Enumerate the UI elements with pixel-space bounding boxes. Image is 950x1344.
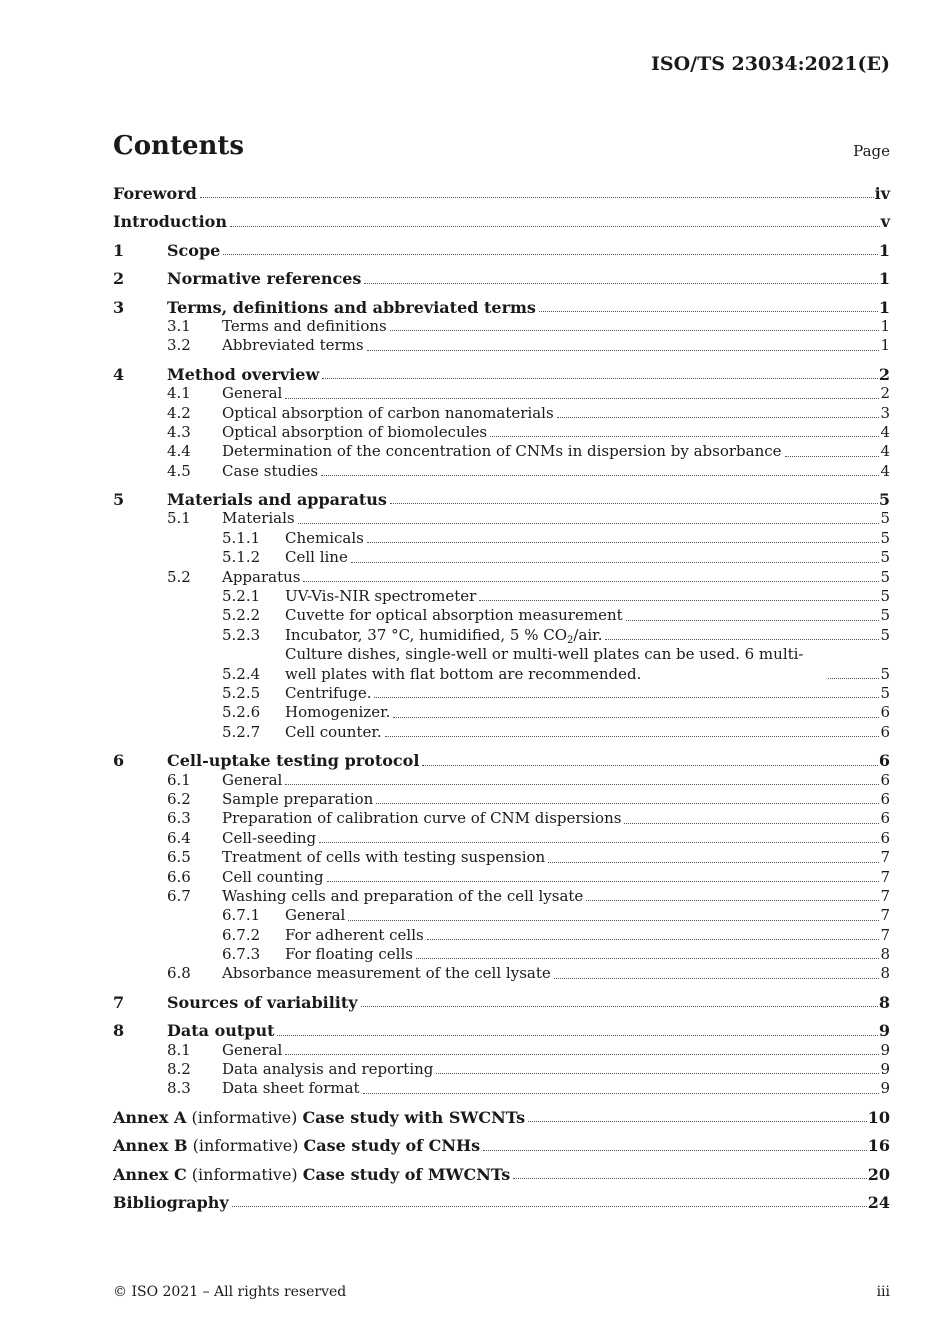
toc-entry-title: Cell line [285,548,348,567]
toc-dot-leader [479,600,879,601]
toc-dot-leader [230,226,880,227]
toc-entry-number: 4.1 [167,384,191,403]
toc-entry-page: 3 [880,403,890,422]
toc-dot-leader [416,958,879,959]
toc-entry-title: Foreword [113,183,197,203]
toc-entry-title: Bibliography [113,1192,229,1212]
toc-entry-title: Case studies [222,461,319,480]
toc-entry-title: Incubator, 37 °C, humidified, 5 % $CO_2$/air. [285,625,603,646]
toc-dot-leader [605,639,879,640]
toc-entry-number: 8.1 [167,1040,191,1059]
toc-dot-leader [586,900,879,901]
toc-entry-title: Sample preparation [222,789,374,808]
toc-entry-number: 6.8 [167,964,191,983]
toc-entry-page: 6 [880,722,890,741]
toc-entry-title: Materials [222,509,295,528]
toc-entry-title: Method overview [167,364,320,384]
toc-entry-number: 5.2.5 [222,683,261,702]
toc-entry[interactable] [113,606,890,625]
toc-entry-title: Annex C (informative) Case study of MWCNTs [113,1164,511,1184]
toc-dot-leader [351,562,880,563]
toc-entry-number: 6.1 [167,770,191,789]
toc-entry-page: 2 [878,364,890,384]
toc-entry-page: 9 [880,1079,890,1098]
toc-entry-title: Centrifuge. [285,683,372,702]
toc-entry-number: 1 [113,240,125,260]
toc-entry-page: 24 [867,1192,890,1212]
toc-entry-page: 6 [880,770,890,789]
toc-entry[interactable] [113,703,890,722]
toc-entry[interactable] [113,365,890,384]
toc-entry-number: 6.4 [167,828,191,847]
toc-dot-leader [393,717,879,718]
toc-entry[interactable] [113,442,890,461]
toc-entry[interactable] [113,645,890,684]
toc-dot-leader [364,283,877,284]
toc-entry[interactable] [113,790,890,809]
toc-entry[interactable] [113,548,890,567]
toc-entry-page: 5 [878,490,890,510]
toc-dot-leader [200,197,874,198]
toc-dot-leader [626,620,880,621]
toc-entry-page: 1 [878,297,890,317]
toc-entry-number: 6.7.2 [222,925,261,944]
toc-entry-number: 6.7 [167,886,191,905]
page-column-label: Page [853,142,890,160]
toc-entry-title: UV-Vis-NIR spectrometer [285,587,477,606]
toc-dot-leader [232,1206,867,1207]
toc-entry[interactable] [113,317,890,336]
toc-dot-leader [327,881,880,882]
toc-entry[interactable] [113,964,890,983]
toc-entry-number: 4 [113,364,125,384]
toc-entry-title: General [285,906,346,925]
toc-entry-page: 9 [880,1040,890,1059]
toc-entry-title: General [222,770,283,789]
toc-entry-page: 8 [880,945,890,964]
toc-entry-page: 6 [880,809,890,828]
toc-entry[interactable] [113,906,890,925]
toc-entry-title: Normative references [167,269,362,289]
toc-entry-page: 5 [880,664,890,683]
toc-entry-title: Apparatus [222,567,301,586]
toc-entry-title: Chemicals [285,528,364,547]
footer-page-number: iii [876,1284,890,1300]
toc-dot-leader [390,330,880,331]
toc-entry-number: 6.2 [167,789,191,808]
toc-dot-leader [528,1121,867,1122]
toc-dot-leader [321,475,879,476]
toc-entry[interactable] [113,1136,890,1155]
toc-dot-leader [385,736,880,737]
toc-entry-title: Terms and definitions [222,316,387,335]
toc-entry-title: Scope [167,240,221,260]
toc-entry-number: 5.2.6 [222,703,261,722]
toc-entry[interactable] [113,184,890,203]
toc-entry-page: 5 [880,606,890,625]
toc-entry-number: 5.2 [167,567,191,586]
toc-entry-number: 5.1.1 [222,528,261,547]
toc-entry[interactable] [113,384,890,403]
toc-entry[interactable] [113,269,890,288]
toc-entry-page: 7 [880,886,890,905]
toc-entry-page: 6 [880,703,890,722]
toc-entry-page: 4 [880,461,890,480]
toc-entry-number: 6.5 [167,848,191,867]
toc-entry-title: Cell counting [222,867,324,886]
toc-entry-page: 5 [880,548,890,567]
toc-entry[interactable] [113,1060,890,1079]
toc-entry[interactable] [113,1165,890,1184]
toc-entry-page: 5 [880,528,890,547]
toc-dot-leader [319,842,879,843]
toc-entry-title: Cell-uptake testing protocol [167,751,420,771]
toc-entry[interactable] [113,1108,890,1127]
toc-entry-page: 10 [867,1107,890,1127]
toc-entry-page: 1 [878,240,890,260]
toc-dot-leader [367,350,880,351]
toc-dot-leader [303,581,879,582]
toc-dot-leader [539,311,878,312]
toc-entry-page: 4 [880,422,890,441]
toc-entry-number: 7 [113,992,125,1012]
toc-entry-page: 5 [880,625,890,644]
toc-entry[interactable] [113,241,890,260]
toc-entry-number: 3.2 [167,336,191,355]
toc-entry-number: 8 [113,1021,125,1041]
toc-entry-title: Annex B (informative) Case study of CNHs [113,1136,481,1156]
toc-dot-leader [374,697,879,698]
toc-entry[interactable] [113,1021,890,1040]
toc-entry-number: 4.4 [167,442,191,461]
toc-entry-title: Preparation of calibration curve of CNM dispersions [222,809,622,828]
toc-entry[interactable] [113,298,890,317]
toc-entry-number: 6 [113,751,125,771]
toc-dot-leader [427,939,880,940]
toc-entry-title: Optical absorption of carbon nanomaterials [222,403,554,422]
toc-entry-title: Data sheet format [222,1079,360,1098]
footer-copyright: © ISO 2021 – All rights reserved [113,1284,347,1300]
toc-entry-number: 5.2.2 [222,606,261,625]
toc-dot-leader [223,254,878,255]
toc-entry[interactable] [113,993,890,1012]
toc-entry[interactable] [113,829,890,848]
toc-entry-page: 9 [880,1060,890,1079]
toc-entry-title: Abbreviated terms [222,336,364,355]
toc-entry-page: 1 [878,269,890,289]
toc-entry[interactable] [113,926,890,945]
toc-entry[interactable] [113,868,890,887]
toc-entry[interactable] [113,684,890,703]
document-id: ISO/TS 23034:2021(E) [650,53,890,75]
toc-entry-page: 5 [880,587,890,606]
toc-dot-leader [785,456,880,457]
toc-dot-leader [367,542,880,543]
toc-entry-page: 4 [880,442,890,461]
toc-entry-page: 7 [880,906,890,925]
toc-entry-page: 2 [880,384,890,403]
toc-dot-leader [513,1178,866,1179]
toc-entry-number: 3.1 [167,316,191,335]
toc-entry[interactable] [113,509,890,528]
toc-entry-title: Washing cells and preparation of the cell lysate [222,886,584,905]
toc-entry-number: 3 [113,297,125,317]
toc-entry-title: Treatment of cells with testing suspension [222,848,546,867]
table-of-contents [113,184,890,1212]
toc-dot-leader [363,1093,880,1094]
toc-entry-title: Optical absorption of biomolecules [222,422,488,441]
toc-dot-leader [285,398,879,399]
toc-entry[interactable] [113,751,890,770]
toc-dot-leader [490,436,879,437]
toc-entry[interactable] [113,587,890,606]
toc-entry[interactable] [113,490,890,509]
toc-entry[interactable] [113,771,890,790]
toc-entry-page: 20 [867,1164,890,1184]
toc-entry-number: 5.2.1 [222,587,261,606]
toc-entry-number: 8.2 [167,1060,191,1079]
toc-entry[interactable] [113,809,890,828]
toc-entry-page: 6 [880,789,890,808]
toc-entry-title: For floating cells [285,945,413,964]
toc-dot-leader [436,1073,879,1074]
toc-dot-leader [390,503,878,504]
toc-entry-page: 5 [880,683,890,702]
toc-entry-title: General [222,1040,283,1059]
toc-dot-leader [322,378,878,379]
toc-entry-title: Culture dishes, single-well or multi-well plates can be used. 6 multi-well plates with flat bottom are recommended. [285,645,804,683]
toc-dot-leader [548,862,879,863]
toc-entry[interactable] [113,423,890,442]
toc-entry[interactable] [113,848,890,867]
contents-title: Contents [113,131,245,161]
toc-entry-page: 5 [880,567,890,586]
toc-dot-leader [285,1054,879,1055]
toc-entry-number: 5.2.7 [222,722,261,741]
toc-entry-page: 7 [880,867,890,886]
toc-entry-number: 2 [113,269,125,289]
toc-entry-title: General [222,384,283,403]
toc-entry-number: 5.1.2 [222,548,261,567]
toc-entry-title: For adherent cells [285,925,424,944]
toc-dot-leader [483,1150,867,1151]
toc-entry-number: 5.2.3 [222,625,261,644]
toc-dot-leader [277,1035,877,1036]
toc-entry-number: 4.3 [167,422,191,441]
toc-dot-leader [348,920,879,921]
toc-entry[interactable] [113,1193,890,1212]
toc-entry-title: Annex A (informative) Case study with SWCNTs [113,1107,526,1127]
toc-dot-leader [554,978,880,979]
toc-entry-page: 5 [880,509,890,528]
toc-entry-page: 16 [867,1136,890,1156]
toc-entry-title: Data output [167,1021,275,1041]
toc-entry-number: 5 [113,490,125,510]
toc-entry-title: Determination of the concentration of CNMs in dispersion by absorbance [222,442,782,461]
toc-entry-title: Cell counter. [285,722,382,741]
toc-entry[interactable] [113,887,890,906]
toc-entry[interactable] [113,404,890,423]
toc-entry-title: Cell-seeding [222,828,317,847]
toc-entry[interactable] [113,212,890,231]
toc-entry-title: Sources of variability [167,992,358,1012]
toc-dot-leader [422,765,877,766]
toc-entry-title: Absorbance measurement of the cell lysate [222,964,551,983]
toc-entry-title: Terms, definitions and abbreviated terms [167,297,536,317]
toc-entry[interactable] [113,945,890,964]
toc-dot-leader [828,678,879,679]
toc-entry-page: 7 [880,848,890,867]
toc-entry-page: 6 [880,828,890,847]
toc-entry-page: 8 [878,992,890,1012]
toc-entry-page: 1 [880,316,890,335]
toc-entry[interactable] [113,723,890,742]
toc-entry-page: 8 [880,964,890,983]
toc-dot-leader [376,803,879,804]
toc-entry-page: 6 [878,751,890,771]
toc-entry[interactable] [113,336,890,355]
toc-entry-number: 6.7.1 [222,906,261,925]
toc-entry[interactable] [113,462,890,481]
toc-entry[interactable] [113,568,890,587]
toc-dot-leader [285,784,879,785]
toc-entry-title: Cuvette for optical absorption measurement [285,606,623,625]
toc-entry[interactable] [113,1079,890,1098]
toc-entry[interactable] [113,529,890,548]
toc-entry-title: Introduction [113,212,227,232]
toc-entry-page: 7 [880,925,890,944]
toc-entry-page: 1 [880,336,890,355]
toc-entry-page: iv [874,183,890,203]
toc-entry-title: Homogenizer. [285,703,391,722]
toc-dot-leader [361,1006,878,1007]
toc-entry-page: 9 [878,1021,890,1041]
toc-entry-number: 5.1 [167,509,191,528]
toc-dot-leader [557,417,880,418]
toc-entry[interactable] [113,1041,890,1060]
toc-entry-number: 4.5 [167,461,191,480]
toc-entry-number: 4.2 [167,403,191,422]
toc-entry-page: v [880,212,890,232]
toc-entry-number: 6.6 [167,867,191,886]
toc-entry-number: 6.7.3 [222,945,261,964]
toc-entry-title: Materials and apparatus [167,490,387,510]
toc-entry-number: 5.2.4 [222,664,261,683]
toc-entry-number: 6.3 [167,809,191,828]
toc-entry[interactable] [113,626,890,645]
toc-dot-leader [624,823,879,824]
toc-entry-title: Data analysis and reporting [222,1060,434,1079]
toc-dot-leader [298,523,880,524]
toc-entry-number: 8.3 [167,1079,191,1098]
